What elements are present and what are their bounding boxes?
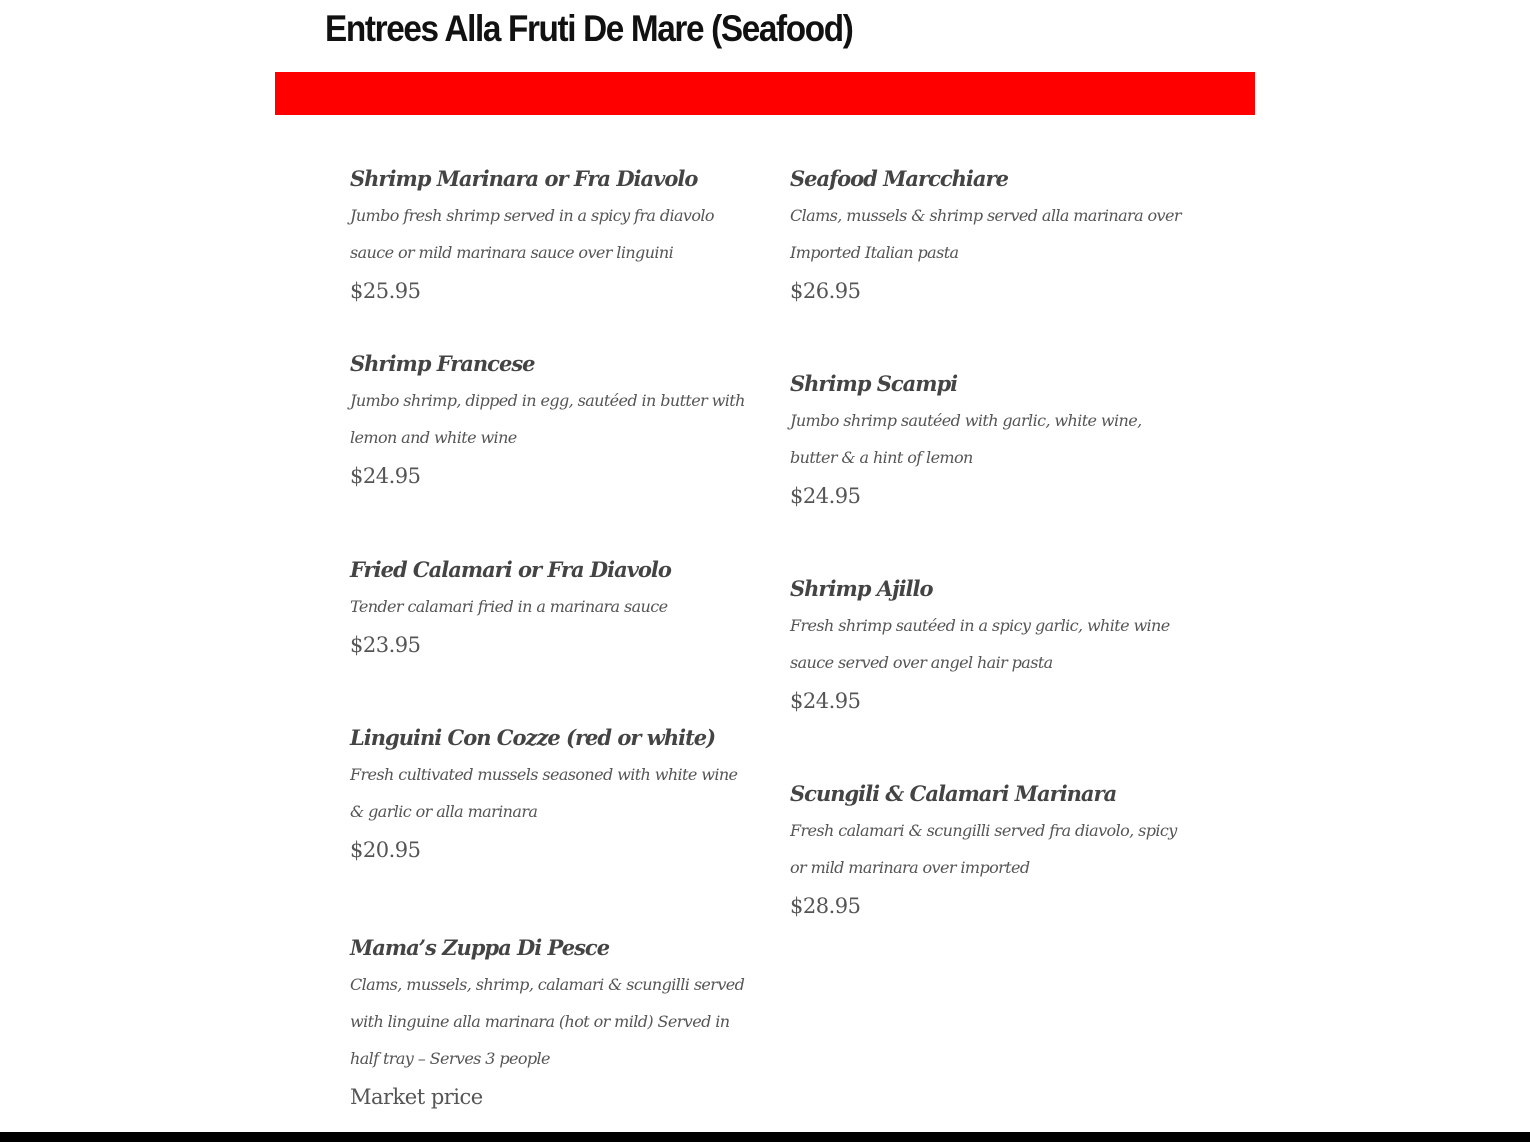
item-price: $23.95	[350, 633, 421, 657]
menu-item-shrimp-ajillo	[790, 575, 1190, 715]
item-description: Jumbo fresh shrimp served in a spicy fra diavolo sauce or mild marinara sauce over linguini	[350, 206, 714, 262]
item-name: Shrimp Marinara or Fra Diavolo	[350, 166, 698, 191]
item-name: Scungili & Calamari Marinara	[790, 781, 1117, 806]
item-price: $26.95	[790, 279, 861, 303]
item-price: $24.95	[790, 689, 861, 713]
item-name: Mama’s Zuppa Di Pesce	[350, 935, 610, 960]
item-description: Fresh cultivated mussels seasoned with white wine & garlic or alla marinara	[350, 765, 738, 821]
item-name: Linguini Con Cozze (red or white)	[350, 725, 716, 750]
item-price: $24.95	[790, 484, 861, 508]
item-name: Shrimp Scampi	[790, 371, 958, 396]
item-name: Shrimp Francese	[350, 351, 535, 376]
menu-item-zuppa-di-pesce	[350, 934, 750, 1111]
menu-item-linguini-con-cozze	[350, 724, 750, 864]
menu-item-shrimp-marinara	[350, 165, 750, 305]
footer-bar	[0, 1132, 1530, 1142]
item-name: Seafood Marcchiare	[790, 166, 1008, 191]
item-name: Shrimp Ajillo	[790, 576, 933, 601]
menu-item-scungili-calamari	[790, 780, 1190, 920]
item-description: Jumbo shrimp sautéed with garlic, white wine, butter & a hint of lemon	[790, 411, 1142, 467]
item-description: Clams, mussels, shrimp, calamari & scungilli served with linguine alla marinara (hot or mild) Served in half tray – Serves 3 people	[350, 975, 745, 1068]
item-description: Jumbo shrimp, dipped in egg, sautéed in butter with lemon and white wine	[350, 391, 745, 447]
item-price: $20.95	[350, 838, 421, 862]
item-description: Fresh calamari & scungilli served fra diavolo, spicy or mild marinara over imported	[790, 821, 1177, 877]
menu-item-seafood-marcchiare	[790, 165, 1190, 305]
red-banner	[275, 72, 1255, 115]
menu-item-shrimp-scampi	[790, 370, 1190, 510]
item-description: Fresh shrimp sautéed in a spicy garlic, white wine sauce served over angel hair pasta	[790, 616, 1170, 672]
section-title: Entrees Alla Fruti De Mare (Seafood)	[325, 8, 853, 49]
item-price: $24.95	[350, 464, 421, 488]
item-price: Market price	[350, 1085, 483, 1109]
menu-item-shrimp-francese	[350, 350, 750, 490]
item-description: Clams, mussels & shrimp served alla marinara over Imported Italian pasta	[790, 206, 1181, 262]
menu-item-fried-calamari	[350, 556, 750, 659]
item-price: $28.95	[790, 894, 861, 918]
item-description: Tender calamari fried in a marinara sauce	[350, 597, 668, 616]
item-name: Fried Calamari or Fra Diavolo	[350, 557, 671, 582]
item-price: $25.95	[350, 279, 421, 303]
